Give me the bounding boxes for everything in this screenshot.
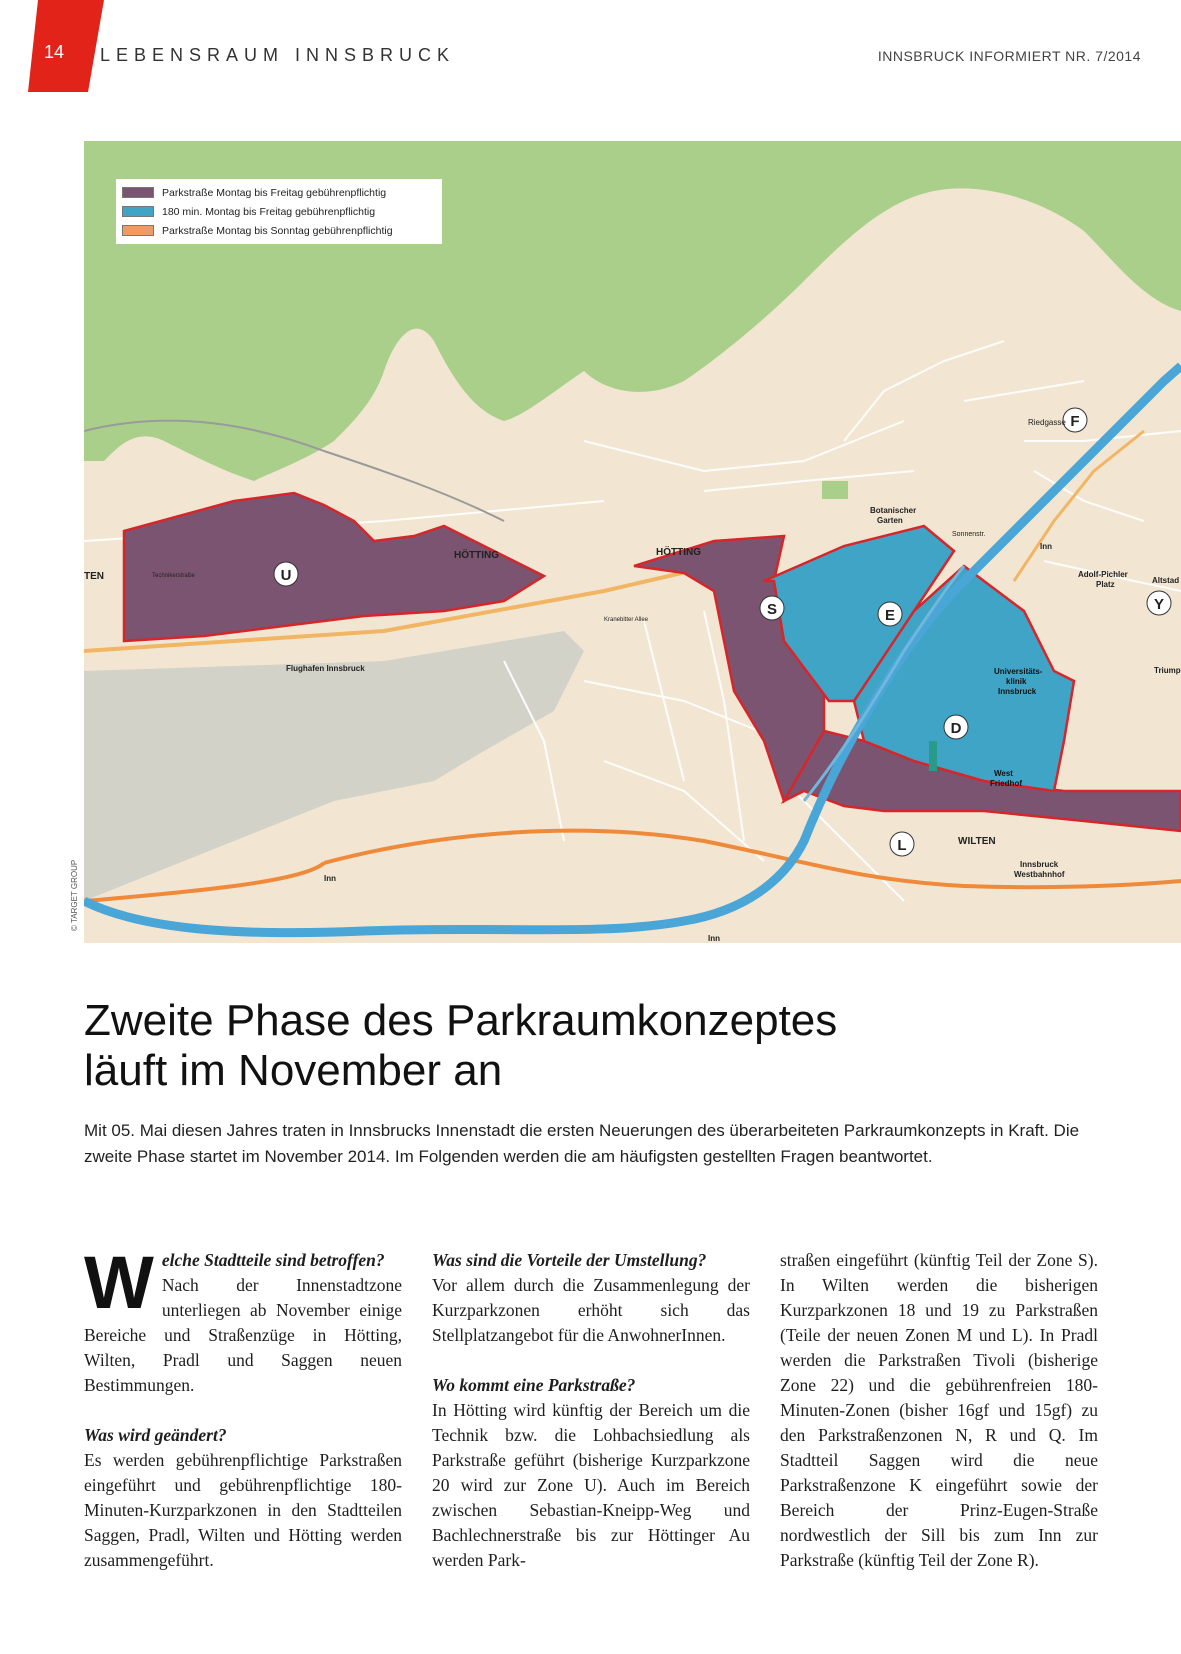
label-adolf-1: Adolf-Pichler [1078, 570, 1128, 579]
legend-item [122, 202, 436, 221]
label-inn-2: Inn [708, 934, 720, 943]
label-adolf-2: Platz [1096, 580, 1115, 589]
legend-label: Parkstraße Montag bis Freitag gebührenpflichtig [162, 186, 387, 199]
map-legend [116, 179, 442, 244]
legend-label: Parkstraße Montag bis Sonntag gebührenpflichtig [162, 224, 393, 237]
label-uniklinik-3: Innsbruck [998, 687, 1037, 696]
label-technikerstrasse: Technikerstraße [152, 573, 195, 579]
column-1 [84, 1241, 402, 1598]
label-altstadt: Altstad [1152, 576, 1180, 585]
legend-swatch-blue [122, 206, 154, 217]
question-heading: Wo kommt eine Parkstraße? [432, 1375, 636, 1395]
legend-item [122, 221, 436, 240]
svg-text:E: E [884, 607, 896, 624]
legend-swatch-orange [122, 225, 154, 236]
svg-text:Y: Y [1153, 596, 1165, 613]
answer-paragraph: Vor allem durch die Zusammenlegung der Kurzparkzonen erhöht sich das Stellplatzangebot für die AnwohnerInnen. [432, 1275, 750, 1345]
label-westfriedhof-1: West [994, 769, 1013, 778]
question-heading: Was wird geändert? [84, 1425, 227, 1445]
legend-label: 180 min. Montag bis Freitag gebührenpflichtig [162, 205, 376, 218]
article-lead: Mit 05. Mai diesen Jahres traten in Innsbrucks Innenstadt die ersten Neuerungen des überarbeiteten Parkraumkonzepts in Kraft. Die zweite Phase startet im November 2014. Im Folgenden werden die am häufigsten gestellten Fragen beantwortet. [84, 1121, 1080, 1166]
answer-paragraph: straßen eingeführt (künftig Teil der Zone S). In Wilten werden die bisherigen Kurzparkzonen 18 und 19 zu Parkstraßen (Teile der neuen Zonen M und L). In Pradl werden die Parkstraßen Tivoli (bisherige Zone 22) und die gebührenfreien 180-Minuten-Zonen (bisher 16gf und 15gf) zu den Parkstraßenzonen N, R und Q. Im Stadtteil Saggen wird die neue Parkstraßenzone K eingeführt sowie der Bereich der Prinz-Eugen-Straße nordwestlich der Sill bis zum Inn zur Parkstraße (künftig Teil der Zone R). [780, 1250, 1098, 1570]
label-hoetting-2: HÖTTING [656, 547, 701, 558]
map-canvas [84, 141, 1181, 943]
title-line-2: läuft im November an [84, 1046, 503, 1095]
zone-marker-e [878, 602, 902, 626]
svg-text:U: U [280, 567, 292, 584]
label-inn-1: Inn [324, 874, 336, 883]
question-heading: Was sind die Vorteile der Umstellung? [432, 1250, 707, 1270]
answer-paragraph: Nach der Innenstadtzone unterliegen ab November einige Bereiche und Straßenzüge in Hötting, Wilten, Pradl und Saggen neuen Bestimmungen. [84, 1275, 402, 1395]
label-botanischer: Botanischer [870, 506, 917, 515]
page-number: 14 [44, 42, 65, 62]
map-credit: © TARGET GROUP [70, 859, 79, 931]
svg-text:L: L [897, 837, 907, 854]
zone-marker-l [890, 832, 914, 856]
legend-item [122, 183, 436, 202]
label-flughafen: Flughafen Innsbruck [286, 664, 365, 673]
label-inn-3: Inn [1040, 542, 1052, 551]
label-garten: Garten [877, 516, 903, 525]
label-triumph: Triump [1154, 666, 1181, 675]
label-uniklinik-1: Universitäts- [994, 667, 1043, 676]
svg-text:D: D [950, 720, 962, 737]
dropcap: W [84, 1241, 154, 1324]
label-westfriedhof-2: Friedhof [990, 779, 1022, 788]
answer-paragraph: Es werden gebührenpflichtige Parkstraßen eingeführt und gebührenpflichtige 180-Minuten-Kurzparkzonen in den Stadtteilen Saggen, Pradl, Wilten und Hötting werden zusammengeführt. [84, 1450, 402, 1570]
issue-label: INNSBRUCK INFORMIERT NR. 7/2014 [877, 48, 1141, 64]
label-ten: TEN [84, 571, 104, 582]
zone-marker-f [1063, 408, 1087, 432]
label-wilten: WILTEN [958, 836, 996, 847]
legend-swatch-purple [122, 187, 154, 198]
column-3 [780, 1248, 1098, 1598]
svg-text:S: S [766, 601, 778, 618]
label-sonnenstrasse: Sonnenstr. [952, 531, 986, 538]
zone-marker-y [1147, 591, 1171, 615]
title-line-1: Zweite Phase des Parkraumkonzeptes [84, 996, 838, 1045]
parking-zone-map [84, 141, 1181, 943]
article-title [84, 996, 1084, 1096]
column-2 [432, 1248, 750, 1598]
label-westbahnhof-2: Westbahnhof [1014, 870, 1065, 879]
label-uniklinik-2: klinik [1006, 677, 1027, 686]
label-hoetting: HÖTTING [454, 550, 499, 561]
section-title: LEBENSRAUM INNSBRUCK [100, 45, 456, 65]
label-riedgasse: Riedgasse [1028, 418, 1066, 427]
question-heading: elche Stadtteile sind betroffen? [161, 1250, 385, 1270]
svg-text:F: F [1070, 413, 1080, 430]
zone-marker-d [944, 715, 968, 739]
zone-marker-u [274, 562, 298, 586]
label-westbahnhof-1: Innsbruck [1020, 860, 1059, 869]
label-kranebitter: Kranebitter Allee [604, 617, 649, 623]
zone-marker-s [760, 596, 784, 620]
answer-paragraph: In Hötting wird künftig der Bereich um die Technik bzw. die Lohbachsiedlung als Parkstraße geführt (bisherige Kurzparkzone 20 wird zur Zone U). Auch im Bereich zwischen Sebastian-Kneipp-Weg und Bachlechnerstraße bis zur Höttinger Au werden Park- [432, 1400, 750, 1570]
